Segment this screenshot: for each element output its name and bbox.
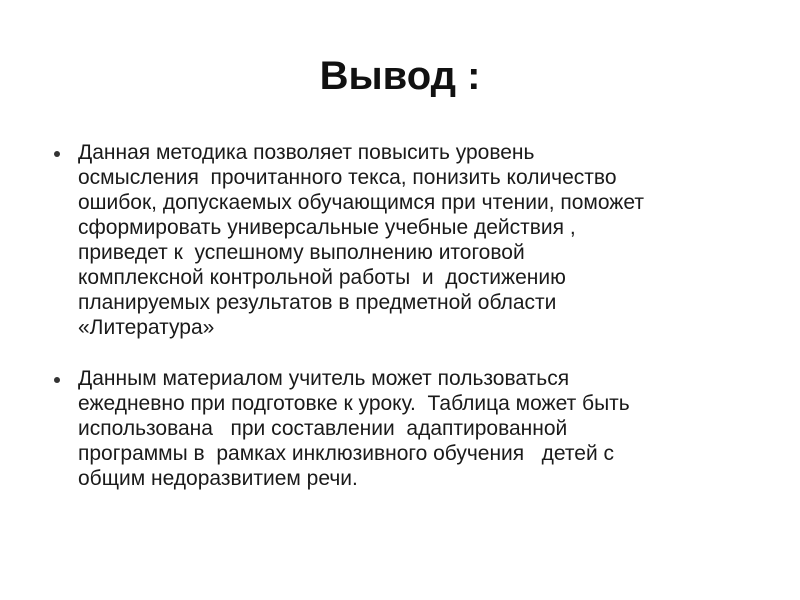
- bullet-item-conclusion-1: [48, 140, 768, 340]
- bullet-line: сформировать универсальные учебные действия ,: [78, 216, 576, 239]
- bullet-line: «Литература»: [78, 316, 215, 339]
- bullet-line: осмысления прочитанного текса, понизить количество: [78, 166, 617, 189]
- bullet-dot-icon: [54, 377, 60, 383]
- bullet-line: Данная методика позволяет повысить уровень: [78, 141, 535, 164]
- bullet-list: [48, 140, 768, 517]
- bullet-line: общим недоразвитием речи.: [78, 467, 358, 490]
- bullet-line: Данным материалом учитель может пользоваться: [78, 367, 570, 390]
- bullet-line: ежедневно при подготовке к уроку. Таблица может быть: [78, 392, 630, 415]
- bullet-line: программы в рамках инклюзивного обучения детей с: [78, 442, 615, 465]
- bullet-line: планируемых результатов в предметной области: [78, 291, 557, 314]
- bullet-line: комплексной контрольной работы и достижению: [78, 266, 566, 289]
- slide-title: Вывод :: [319, 54, 481, 98]
- bullet-line: приведет к успешному выполнению итоговой: [78, 241, 525, 264]
- bullet-dot-icon: [54, 151, 60, 157]
- bullet-line: использована при составлении адаптированной: [78, 417, 568, 440]
- bullet-item-conclusion-2: [48, 366, 768, 491]
- bullet-line: ошибок, допускаемых обучающимся при чтении, поможет: [78, 191, 644, 214]
